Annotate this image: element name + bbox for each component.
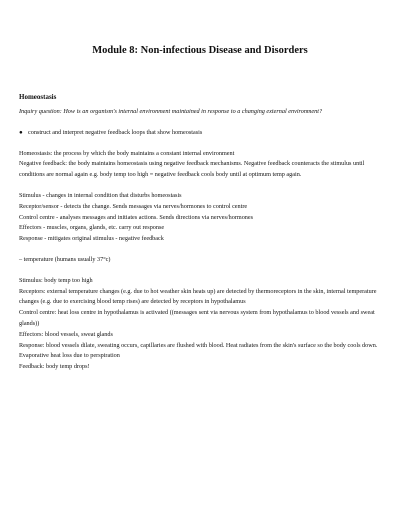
component-effectors: Effectors - muscles, organs, glands, etc. carry out response [19,224,165,232]
bullet-icon: ● [19,128,23,136]
component-stimulus: Stimulus - changes in internal condition that disturbs homeostasis [19,191,182,199]
example-stimulus: Stimulus: body temp too high [19,276,93,284]
section-heading: Homeostasis [19,93,57,101]
example-receptors: Receptors: external temperature changes (e.g. due to hot weather skin heats up) are detected by thermoreceptors in the skin, internal temperature changes (e.g. due to exercising blood temp rises) are detected by receptors in hypothalamus [19,287,377,306]
component-control-centre: Control centre - analyses messages and initiates actions. Sends directions via nerves/hormones [19,213,254,221]
example-feedback: Feedback: body temp drops! [19,363,90,371]
temperature-note: – temperature (humans usually 37°c) [19,255,111,263]
definition-homeostasis: Homeostasis: the process by which the body maintains a constant internal environment [19,149,235,157]
bullet-text: construct and interpret negative feedback loops that show homeostasis [28,128,203,136]
bullet-point [19,128,383,139]
example-response: Response: blood vessels dilate, sweating occurs, capillaries are flushed with blood. Heat radiates from the skin's surface so the body cools down. Evaporative heat loss due to perspiration [19,341,378,360]
inquiry-question: Inquiry question: How is an organism's internal environment maintained in response to a changing external environment? [19,108,323,115]
page-title: Module 8: Non-infectious Disease and Disorders [92,45,308,56]
component-response: Response - mitigates original stimulus - negative feedback [19,235,164,243]
example-control-centre: Control centre: heat loss centre in hypothalamus is activated ((messages sent via nervous system from hypothalamus to blood vessels and sweat glands)) [19,309,375,327]
component-receptor: Receptor/sensor - detects the change. Sends messages via nerves/hormones to control centre [19,202,248,210]
example-effectors: Effectors: blood vessels, sweat glands [19,330,113,338]
document-body [19,92,383,373]
definition-negative-feedback: Negative feedback: the body maintains homeostasis using negative feedback mechanisms. Negative feedback counteracts the stimulus until conditions are normal again e.g. body temp too high = negative feedback cools body until at optimum temp again. [19,160,365,179]
